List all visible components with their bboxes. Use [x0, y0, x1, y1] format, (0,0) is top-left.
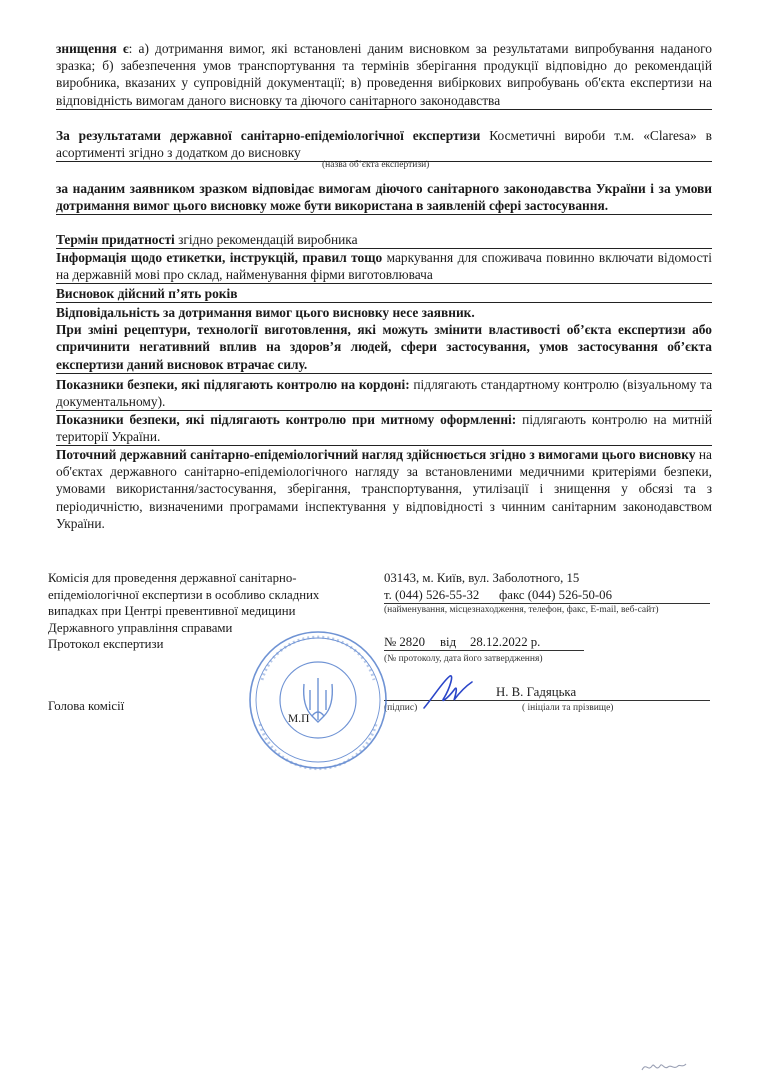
official-stamp-icon — [238, 620, 398, 780]
section-bold: Показники безпеки, які підлягають контролю при митному оформленні: — [56, 412, 517, 427]
address-caption: (найменування, місцезнаходження, телефон, факс, E-mail, веб-сайт) — [384, 605, 659, 615]
signature-caption: (підпис) — [384, 703, 418, 713]
section-bold: за наданим заявником зразком відповідає вимогам діючого санітарного законодавства України і за умови дотримання вимог цього висновку може бути використана в заявленій сфері застосування. — [56, 181, 712, 214]
protocol-number: № 2820 — [384, 635, 426, 649]
address-underline — [384, 603, 710, 604]
section-bold: Показники безпеки, які підлягають контролю на кордоні: — [56, 377, 410, 392]
protocol-underline — [384, 650, 584, 651]
section-text: підлягають контролю на митній території України. — [56, 412, 712, 445]
section-text: Косметичні вироби т.м. «Claresa» в асортименті згідно з додатком до висновку — [56, 128, 712, 161]
section-bold: Інформація щодо етикетки, інструкцій, правил тощо — [56, 250, 383, 265]
section-bold: Термін придатності — [56, 232, 175, 247]
section-bold: Висновок дійсний п’ять років — [56, 286, 238, 301]
commission-line: епідеміологічної експертизи в особливо складних — [48, 587, 320, 602]
section-text: згідно рекомендацій виробника — [174, 232, 358, 247]
section-responsibility — [56, 304, 712, 374]
section-bold: За результатами державної санітарно-епідеміологічної експертизи — [56, 128, 481, 143]
section-border-control — [56, 376, 712, 411]
section-expertise-result — [56, 127, 712, 162]
fax: факс (044) 526-50-06 — [499, 588, 612, 602]
name-caption: ( ініціали та прізвище) — [522, 703, 614, 713]
commission-line: випадках при Центрі превентивної медицини — [48, 604, 296, 619]
stamp-place-label: М.П — [288, 713, 310, 725]
head-label: Голова комісії — [48, 699, 125, 713]
section-shelf-life — [56, 231, 712, 249]
protocol-caption: (№ протоколу, дата його затвердження) — [384, 654, 543, 664]
section-compliance — [56, 180, 712, 215]
address: 03143, м. Київ, вул. Заболотного, 15 — [384, 571, 580, 585]
commission-line: Комісія для проведення державної санітарно- — [48, 571, 297, 585]
protocol-from: від — [440, 635, 457, 649]
protocol-date: 28.12.2022 р. — [470, 635, 541, 649]
section-text: маркування для споживача повинно включати відомості на державній мові про склад, найменування фірми виготовлювача — [56, 250, 712, 283]
responsibility-text: Відповідальність за дотримання вимог цього висновку несе заявник. — [56, 305, 475, 320]
section-supervision — [56, 446, 712, 532]
signer-name: Н. В. Гадяцька — [496, 685, 577, 699]
section-bold: Поточний державний санітарно-епідеміологічний нагляд здійснюється згідно з вимогами цього висновку — [56, 447, 696, 462]
recipe-change-text: При зміні рецептури, технології виготовлення, які можуть змінити властивості об’єкта експертизи або спричинити негативний вплив на здоров’я людей, сфери застосування, умов застосування об’єкта експертизи даний висновок втрачає силу. — [56, 322, 712, 372]
section-customs-control — [56, 411, 712, 446]
commission-line: Державного управління справами — [48, 620, 233, 635]
section-destruction-conditions — [56, 40, 712, 110]
section-validity — [56, 285, 712, 303]
signature-icon — [420, 672, 476, 712]
section-text: підлягають стандартному контролю (візуальному та документальному). — [56, 377, 713, 410]
section-labeling — [56, 249, 712, 284]
object-name-caption: (назва об’єкта експертизи) — [322, 160, 430, 170]
section-text: на об'єктах державного санітарно-епідеміологічного нагляду за встановленими медичними критеріями безпеки, умовами використання/застосування, зберігання, транспортування, утилізації і знищення у обсязі та з періодичністю, визначеними програмами інспектування у відповідності з чинним санітарним законодавством України. — [56, 447, 712, 531]
commission-line: Протокол експертизи — [48, 637, 164, 652]
handwritten-mark-icon — [640, 1058, 688, 1074]
section-text: : а) дотримання вимог, які встановлені даним висновком за результатами випробування наданого зразка; б) забезпечення умов транспортування та термінів зберігання продукції відповідно до рекомендацій виробника, вказаних у супровідній документації; в) проведення вибіркових випробувань об'єкта експертизи на відповідність вимогам даного висновку та діючого санітарного законодавства — [56, 41, 712, 108]
phone: т. (044) 526-55-32 — [384, 588, 480, 602]
section-lead: знищення є — [56, 41, 129, 56]
